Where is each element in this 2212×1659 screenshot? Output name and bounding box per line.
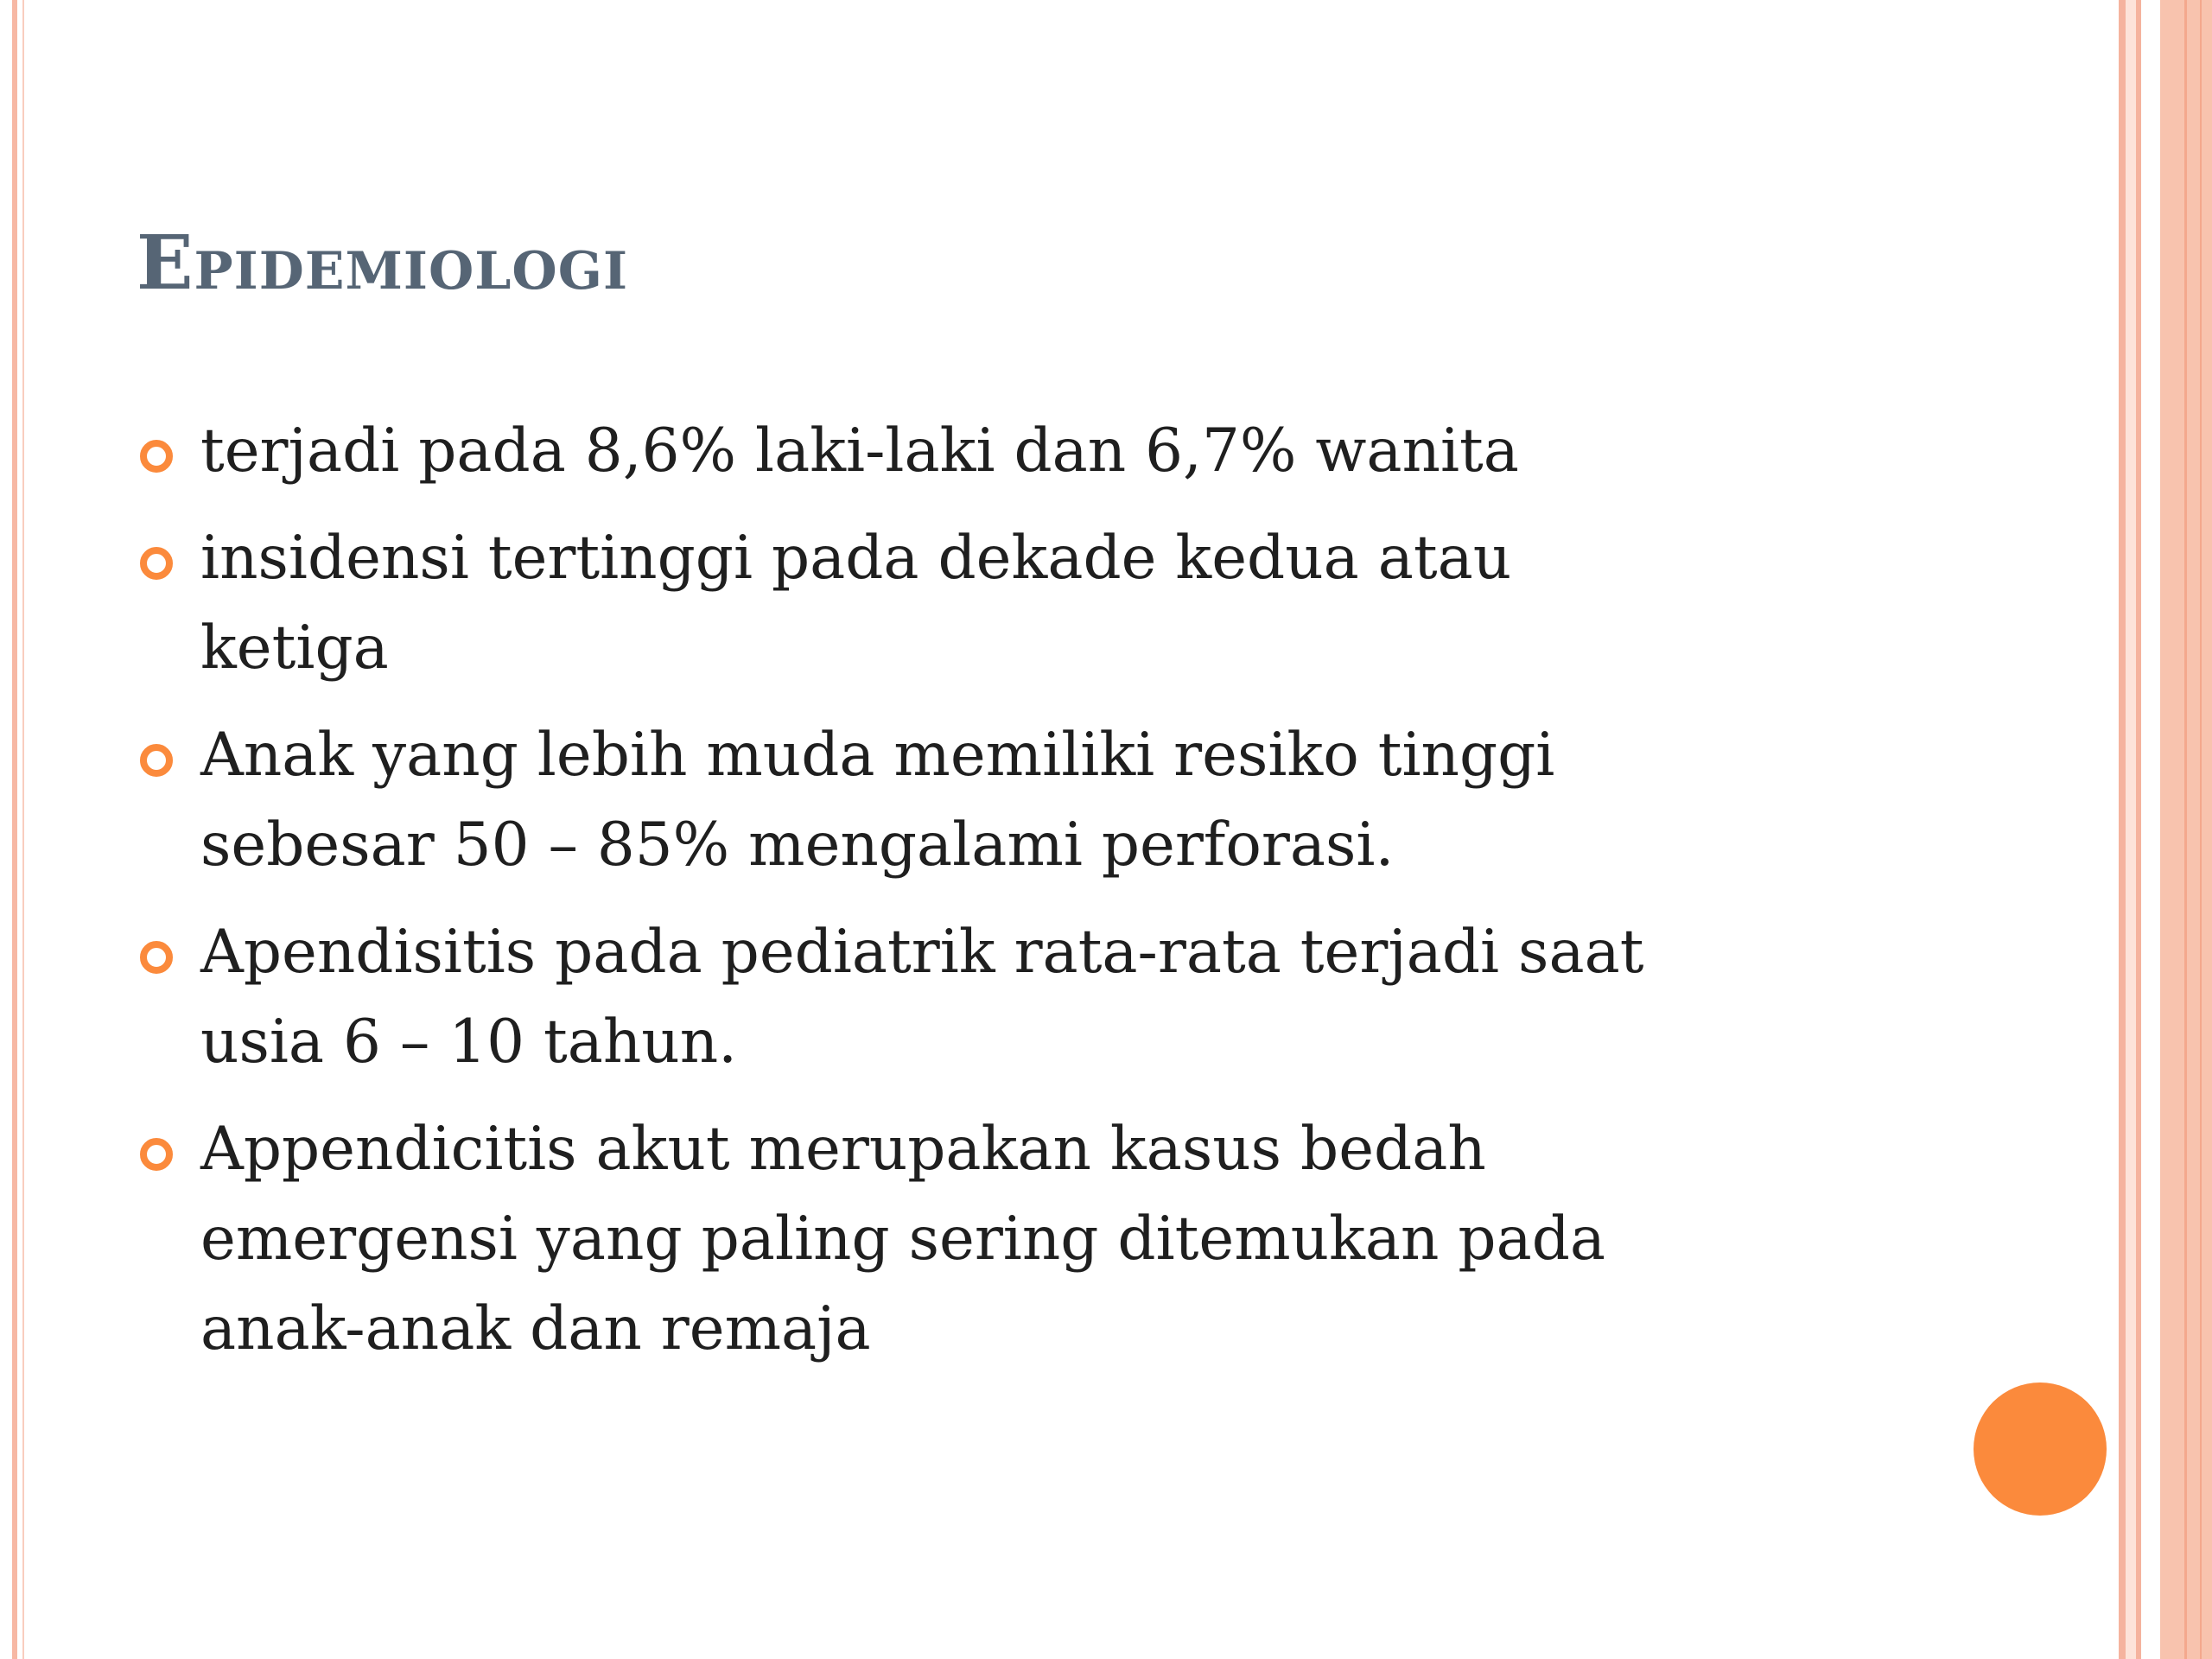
right-border-band-line <box>2200 0 2202 1659</box>
bullet-item <box>137 1104 1951 1374</box>
bullet-list <box>137 406 1951 1391</box>
bullet-item <box>137 406 1951 496</box>
left-border-line-inner <box>22 0 24 1659</box>
right-border-gap <box>2141 0 2160 1659</box>
right-border-stripe <box>2119 0 2126 1659</box>
slide-title: Epidemiologi <box>137 219 629 307</box>
right-border-band-line <box>2184 0 2187 1659</box>
bullet-text-line: Anak yang lebih muda memiliki resiko tinggi <box>200 721 1555 790</box>
bullet-text-line: ketiga <box>200 613 389 683</box>
bullet-circle-icon <box>140 941 173 974</box>
bullet-text-line: sebesar 50 – 85% mengalami perforasi. <box>200 810 1395 880</box>
bullet-text-line: terjadi pada 8,6% laki-laki dan 6,7% wanita <box>200 416 1519 486</box>
bullet-item <box>137 710 1951 890</box>
bullet-text-line: Apendisitis pada pediatrik rata-rata terjadi saat <box>200 918 1644 987</box>
bullet-item <box>137 907 1951 1087</box>
bullet-text-line: Appendicitis akut merupakan kasus bedah <box>200 1115 1486 1184</box>
bullet-text-line: insidensi tertinggi pada dekade kedua atau <box>200 524 1512 593</box>
bullet-text-line: usia 6 – 10 tahun. <box>200 1007 738 1077</box>
left-border-line <box>12 0 17 1659</box>
bullet-item <box>137 513 1951 693</box>
bullet-text-line: emergensi yang paling sering ditemukan pada <box>200 1205 1606 1274</box>
bullet-text-line: anak-anak dan remaja <box>200 1294 871 1363</box>
bullet-circle-icon <box>140 1138 173 1171</box>
bullet-circle-icon <box>140 744 173 777</box>
orange-circle-decoration-icon <box>1974 1382 2107 1516</box>
bullet-circle-icon <box>140 440 173 473</box>
right-border-stripe <box>2126 0 2136 1659</box>
bullet-circle-icon <box>140 547 173 580</box>
